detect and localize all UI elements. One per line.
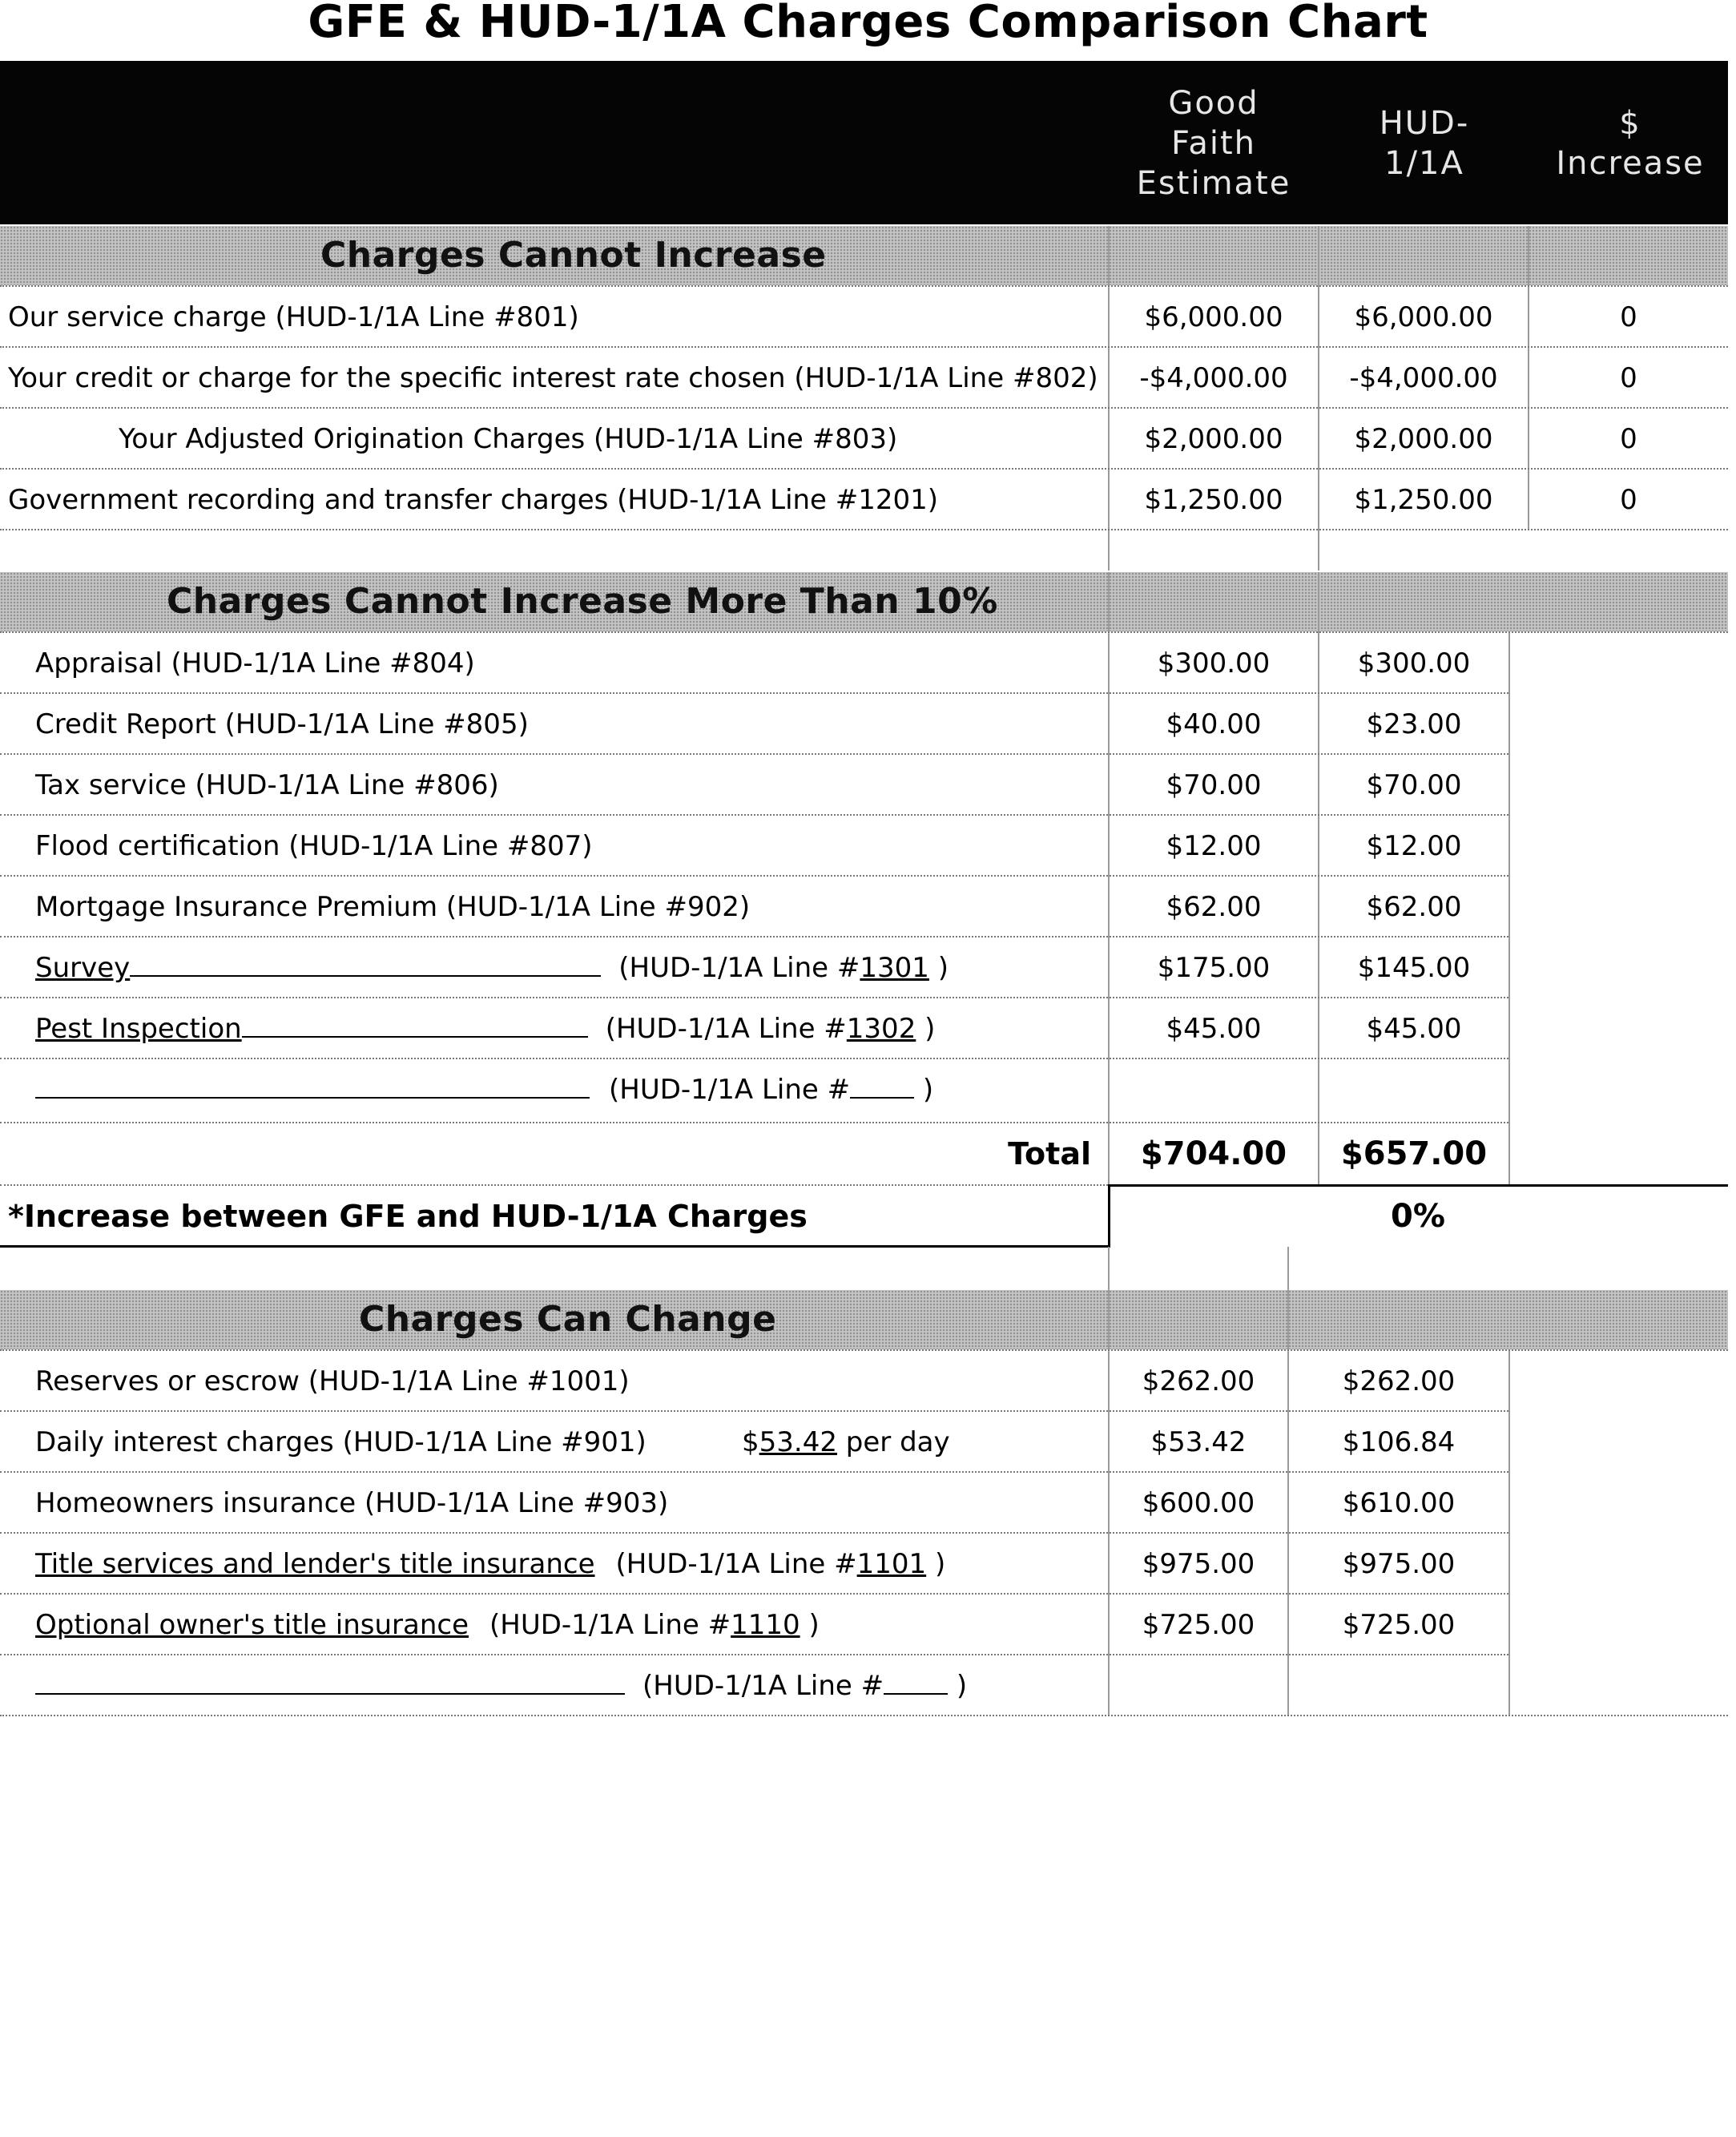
charge-label: Government recording and transfer charges (HUD-1/1A Line #1201) xyxy=(8,484,939,516)
hud-value: $610.00 xyxy=(1342,1487,1456,1519)
gfe-value: $262.00 xyxy=(1142,1365,1255,1397)
charge-label: Flood certification (HUD-1/1A Line #807) xyxy=(35,830,593,862)
gfe-value: $45.00 xyxy=(1166,1013,1262,1045)
gfe-value: $12.00 xyxy=(1166,830,1262,862)
increase-value: 0 xyxy=(1620,484,1637,516)
blank-row-label xyxy=(35,1059,933,1120)
gfe-value: $725.00 xyxy=(1142,1609,1255,1641)
charge-label: Mortgage Insurance Premium (HUD-1/1A Line #902) xyxy=(35,891,751,923)
column-header-gfe-line3: Estimate xyxy=(1136,165,1291,202)
line-number: 1101 xyxy=(856,1548,927,1580)
column-header-increase-line1: $ xyxy=(1619,105,1641,142)
column-header-increase-line2: Increase xyxy=(1556,145,1705,182)
line-suffix: ) xyxy=(928,952,949,984)
column-header-hud-line1: HUD- xyxy=(1379,105,1470,142)
grid-line xyxy=(1287,1247,1289,1293)
line-prefix: (HUD-1/1A Line # xyxy=(489,1609,731,1641)
charge-label: Tax service (HUD-1/1A Line #806) xyxy=(35,769,499,801)
hud-value: $70.00 xyxy=(1366,769,1462,801)
column-header-gfe xyxy=(1110,83,1318,204)
line-prefix: (HUD-1/1A Line # xyxy=(615,1548,857,1580)
page-title: GFE & HUD-1/1A Charges Comparison Chart xyxy=(308,0,1428,48)
increase-value: 0 xyxy=(1620,423,1637,455)
charge-label: Your Adjusted Origination Charges (HUD-1/1A Line #803) xyxy=(119,423,898,455)
hud-value: $145.00 xyxy=(1357,952,1471,984)
per-day-suffix: per day xyxy=(836,1426,950,1458)
per-day-value: 53.42 xyxy=(759,1426,837,1458)
line-prefix: (HUD-1/1A Line # xyxy=(618,952,860,984)
owners-title-name: Optional owner's title insurance xyxy=(35,1609,469,1641)
per-day-amount xyxy=(742,1412,950,1473)
line-number-blank[interactable] xyxy=(884,1669,948,1695)
charge-label: Your credit or charge for the specific interest rate chosen (HUD-1/1A Line #802) xyxy=(8,362,1098,394)
charge-label: Our service charge (HUD-1/1A Line #801) xyxy=(8,301,579,333)
title-services-name: Title services and lender's title insurance xyxy=(35,1548,595,1580)
line-suffix: ) xyxy=(914,1074,934,1106)
line-number: 1302 xyxy=(846,1013,916,1045)
gfe-value: $975.00 xyxy=(1142,1548,1255,1580)
hud-value: $23.00 xyxy=(1366,708,1462,740)
total-label: Total xyxy=(1008,1136,1091,1171)
increase-label: *Increase between GFE and HUD-1/1A Charges xyxy=(8,1199,808,1234)
section-title-cannot-increase-10pct: Charges Cannot Increase More Than 10% xyxy=(167,581,998,622)
per-day-sign: $ xyxy=(742,1426,759,1458)
hud-value: $12.00 xyxy=(1366,830,1462,862)
section-title-cannot-increase: Charges Cannot Increase xyxy=(320,235,827,276)
gfe-value: $300.00 xyxy=(1157,647,1271,679)
grid-line xyxy=(1508,1351,1510,1716)
column-header-gfe-line2: Faith xyxy=(1171,125,1256,162)
survey-row-label xyxy=(35,937,949,998)
line-number: 1110 xyxy=(731,1609,800,1641)
line-number-blank[interactable] xyxy=(850,1073,914,1099)
total-hud: $657.00 xyxy=(1340,1135,1488,1172)
line-suffix: ) xyxy=(948,1670,968,1702)
line-suffix: ) xyxy=(926,1548,946,1580)
hud-value: $1,250.00 xyxy=(1354,484,1493,516)
increase-value: 0 xyxy=(1620,362,1637,394)
gfe-value: $70.00 xyxy=(1166,769,1262,801)
charge-label: Homeowners insurance (HUD-1/1A Line #903) xyxy=(35,1487,669,1519)
grid-line xyxy=(1108,1247,1110,1293)
line-suffix: ) xyxy=(800,1609,820,1641)
line-number: 1301 xyxy=(860,952,929,984)
hud-value: $725.00 xyxy=(1342,1609,1456,1641)
fill-in-line[interactable] xyxy=(35,1073,590,1099)
gfe-value: -$4,000.00 xyxy=(1139,362,1288,394)
section-title-can-change: Charges Can Change xyxy=(359,1299,777,1340)
charge-label: Appraisal (HUD-1/1A Line #804) xyxy=(35,647,475,679)
pest-name: Pest Inspection xyxy=(35,1013,242,1045)
line-prefix: (HUD-1/1A Line # xyxy=(605,1013,847,1045)
column-header-increase xyxy=(1530,103,1730,183)
fill-in-line[interactable] xyxy=(35,1669,625,1695)
section-band-can-change xyxy=(0,1290,1728,1349)
gfe-value: $6,000.00 xyxy=(1144,301,1283,333)
charge-label: Reserves or escrow (HUD-1/1A Line #1001) xyxy=(35,1365,630,1397)
daily-interest-label: Daily interest charges (HUD-1/1A Line #901) xyxy=(35,1426,646,1458)
section-band-cannot-increase xyxy=(0,226,1728,285)
increase-value: 0 xyxy=(1620,301,1637,333)
title-services-row-label xyxy=(35,1534,945,1595)
fill-in-line xyxy=(130,951,601,977)
hud-value: $45.00 xyxy=(1366,1013,1462,1045)
hud-value: $62.00 xyxy=(1366,891,1462,923)
hud-value: -$4,000.00 xyxy=(1349,362,1498,394)
hud-value: $300.00 xyxy=(1357,647,1471,679)
hud-value: $975.00 xyxy=(1342,1548,1456,1580)
gfe-value: $600.00 xyxy=(1142,1487,1255,1519)
column-header-gfe-line1: Good xyxy=(1168,85,1259,122)
row-divider-thick xyxy=(0,1245,1110,1248)
fill-in-line xyxy=(242,1012,588,1038)
hud-value: $262.00 xyxy=(1342,1365,1456,1397)
line-suffix: ) xyxy=(916,1013,936,1045)
gfe-value: $175.00 xyxy=(1157,952,1271,984)
gfe-value: $1,250.00 xyxy=(1144,484,1283,516)
pest-row-label xyxy=(35,998,935,1059)
line-prefix: (HUD-1/1A Line # xyxy=(642,1670,884,1702)
line-prefix: (HUD-1/1A Line # xyxy=(609,1074,851,1106)
survey-name: Survey xyxy=(35,952,131,984)
hud-value: $6,000.00 xyxy=(1354,301,1493,333)
charge-label: Credit Report (HUD-1/1A Line #805) xyxy=(35,708,529,740)
gfe-value: $62.00 xyxy=(1166,891,1262,923)
increase-percent: 0% xyxy=(1391,1198,1445,1235)
total-gfe: $704.00 xyxy=(1140,1135,1287,1172)
hud-value: $106.84 xyxy=(1342,1426,1456,1458)
hud-value: $2,000.00 xyxy=(1354,423,1493,455)
grid-line xyxy=(1508,633,1510,1184)
owners-title-row-label xyxy=(35,1595,820,1655)
gfe-value: $40.00 xyxy=(1166,708,1262,740)
gfe-value: $2,000.00 xyxy=(1144,423,1283,455)
column-header-hud-line2: 1/1A xyxy=(1384,145,1464,182)
gfe-value: $53.42 xyxy=(1150,1426,1247,1458)
blank-row-label xyxy=(35,1655,967,1716)
column-header-hud xyxy=(1320,103,1529,183)
